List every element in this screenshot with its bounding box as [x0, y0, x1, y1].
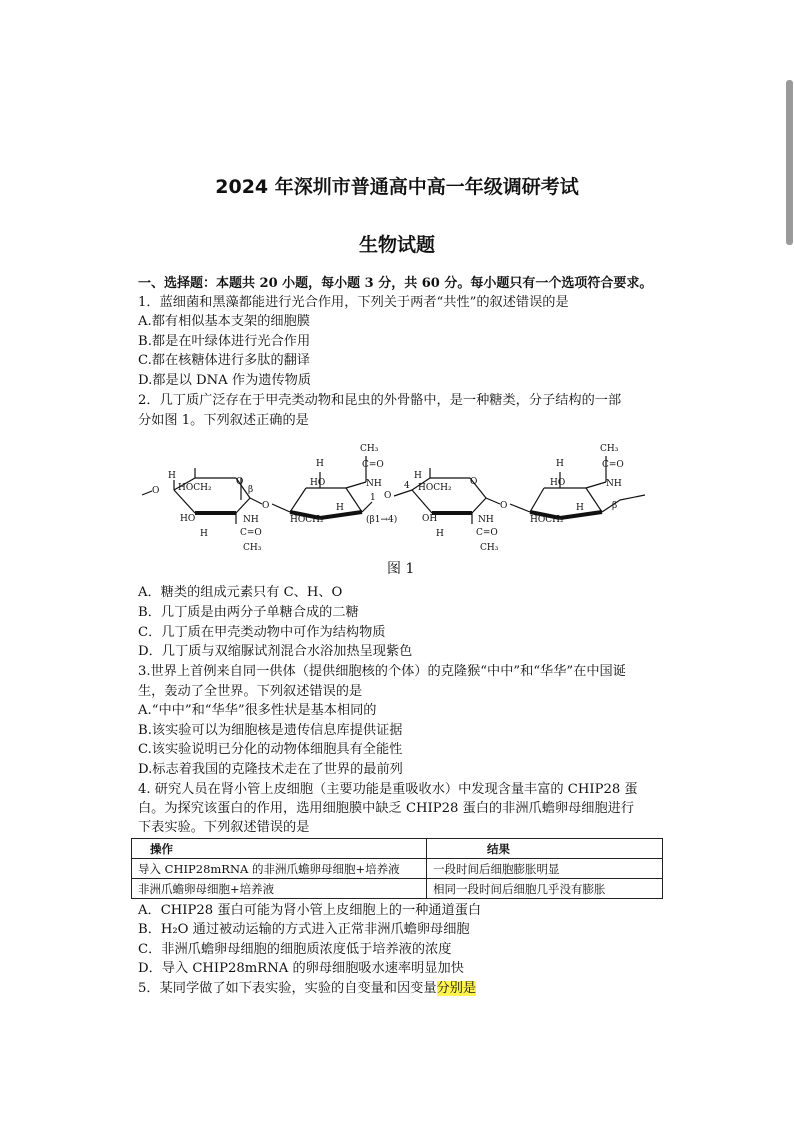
h-label: H: [200, 529, 208, 539]
o-label: O: [500, 501, 508, 511]
table-header-row: [132, 839, 663, 859]
beta-label: β: [612, 501, 618, 511]
q4-stem-line2: 白。为探究该蛋白的作用，选用细胞膜中缺乏 CHIP28 蛋白的非洲爪蟾卵母细胞进行: [138, 801, 635, 816]
table-header-operation: 操作: [132, 839, 427, 859]
nh-label: NH: [478, 515, 494, 525]
o-label: O: [384, 491, 392, 501]
h-label: H: [414, 471, 422, 481]
nh-label: NH: [366, 479, 382, 489]
h-label: H: [336, 503, 344, 513]
table-cell: 一段时间后细胞膨胀明显: [427, 859, 663, 879]
figure-caption: 图 1: [387, 561, 415, 577]
chitin-structure-diagram: [140, 438, 660, 558]
ho-label: HO: [180, 514, 196, 524]
table-cell: 导入 CHIP28mRNA 的非洲爪蟾卵母细胞+培养液: [132, 859, 427, 879]
h-label: H: [556, 459, 564, 469]
nh-label: NH: [243, 515, 259, 525]
hoch2-label: HOCH₂: [530, 515, 564, 525]
section-heading: 一、选择题：本题共 20 小题，每小题 3 分，共 60 分。每小题只有一个选项符合要求。: [138, 276, 653, 291]
table-header-result: 结果: [427, 839, 663, 859]
oh-label: OH: [422, 514, 438, 524]
q1-option-d: D.都是以 DNA 作为遗传物质: [138, 373, 312, 388]
hoch2-label: HOCH₂: [290, 515, 324, 525]
nh-label: NH: [606, 479, 622, 489]
q3-stem-line2: 生，轰动了全世界。下列叙述错误的是: [138, 684, 363, 699]
q4-option-b: B．H₂O 通过被动运输的方式进入正常非洲爪蟾卵母细胞: [138, 922, 470, 937]
q4-stem-line1: 4. 研究人员在肾小管上皮细胞（主要功能是重吸收水）中发现含量丰富的 CHIP28 蛋: [138, 782, 638, 797]
q2-option-b: B．几丁质是由两分子单糖合成的二糖: [138, 605, 359, 620]
hoch2-label: HOCH₂: [178, 483, 212, 493]
o-label: O: [262, 501, 270, 511]
table-row: [132, 859, 663, 879]
o-label: O: [152, 486, 160, 496]
q4-option-c: C．非洲爪蟾卵母细胞的细胞质浓度低于培养液的浓度: [138, 942, 452, 957]
table-row: [132, 879, 663, 899]
ho-label: HO: [310, 478, 326, 488]
hoch2-label: HOCH₂: [418, 483, 452, 493]
ho-label: HO: [550, 478, 566, 488]
experiment-table: [131, 838, 663, 899]
ch3-label: CH₃: [480, 543, 499, 553]
ch3-label: CH₃: [360, 444, 379, 454]
q2-stem-line2: 分如图 1。下列叙述正确的是: [138, 413, 309, 428]
co-label: C=O: [476, 528, 498, 538]
q3-option-b: B.该实验可以为细胞核是遗传信息库提供证据: [138, 723, 403, 738]
q4-stem-line3: 下表实验。下列叙述错误的是: [138, 820, 310, 835]
h-label: H: [436, 529, 444, 539]
q4-option-a: A．CHIP28 蛋白可能为肾小管上皮细胞上的一种通道蛋白: [138, 903, 482, 918]
q3-stem-line1: 3.世界上首例来自同一供体（提供细胞核的个体）的克隆猴“中中”和“华华”在中国诞: [138, 664, 626, 679]
q2-option-c: C．几丁质在甲壳类动物中可作为结构物质: [138, 625, 386, 640]
h-label: H: [316, 459, 324, 469]
q3-option-a: A.“中中”和“华华”很多性状是基本相同的: [138, 703, 377, 718]
q3-option-d: D.标志着我国的克隆技术走在了世界的最前列: [138, 762, 403, 777]
q1-option-b: B.都是在叶绿体进行光合作用: [138, 334, 311, 349]
q2-option-a: A．糖类的组成元素只有 C、H、O: [138, 585, 343, 600]
q5-stem: [138, 980, 476, 998]
exam-subject: 生物试题: [358, 234, 435, 256]
beta-label: β: [248, 485, 254, 495]
q3-option-c: C.该实验说明已分化的动物体细胞具有全能性: [138, 742, 403, 757]
h-label: H: [168, 471, 176, 481]
scrollbar-thumb[interactable]: [786, 80, 793, 245]
table-cell: 相同一段时间后细胞几乎没有膨胀: [427, 879, 663, 899]
o-label: O: [470, 477, 478, 487]
co-label: C=O: [362, 460, 384, 470]
link-label: (β1→4): [366, 515, 398, 525]
q2-option-d: D．几丁质与双缩脲试剂混合水浴加热呈现紫色: [138, 644, 413, 659]
co-label: C=O: [240, 528, 262, 538]
co-label: C=O: [602, 460, 624, 470]
q5-stem-text: 5．某同学做了如下表实验，实验的自变量和因变量: [138, 981, 437, 996]
q1-option-c: C.都在核糖体进行多肽的翻译: [138, 353, 311, 368]
c4-label: 4: [404, 481, 410, 491]
highlighted-text[interactable]: 分别是: [436, 981, 477, 996]
h-label: H: [576, 503, 584, 513]
q4-option-d: D．导入 CHIP28mRNA 的卵母细胞吸水速率明显加快: [138, 961, 464, 976]
q2-stem-line1: 2．几丁质广泛存在于甲壳类动物和昆虫的外骨骼中，是一种糖类，分子结构的一部: [138, 393, 622, 408]
o-label: O: [236, 477, 244, 487]
q1-stem: 1．蓝细菌和黑藻都能进行光合作用，下列关于两者“共性”的叙述错误的是: [138, 295, 569, 310]
table-cell: 非洲爪蟾卵母细胞+培养液: [132, 879, 427, 899]
exam-title: 2024 年深圳市普通高中高一年级调研考试: [215, 176, 579, 198]
q1-option-a: A.都有相似基本支架的细胞膜: [138, 314, 310, 329]
ch3-label: CH₃: [600, 444, 619, 454]
c1-label: 1: [370, 493, 376, 503]
ch3-label: CH₃: [243, 543, 262, 553]
